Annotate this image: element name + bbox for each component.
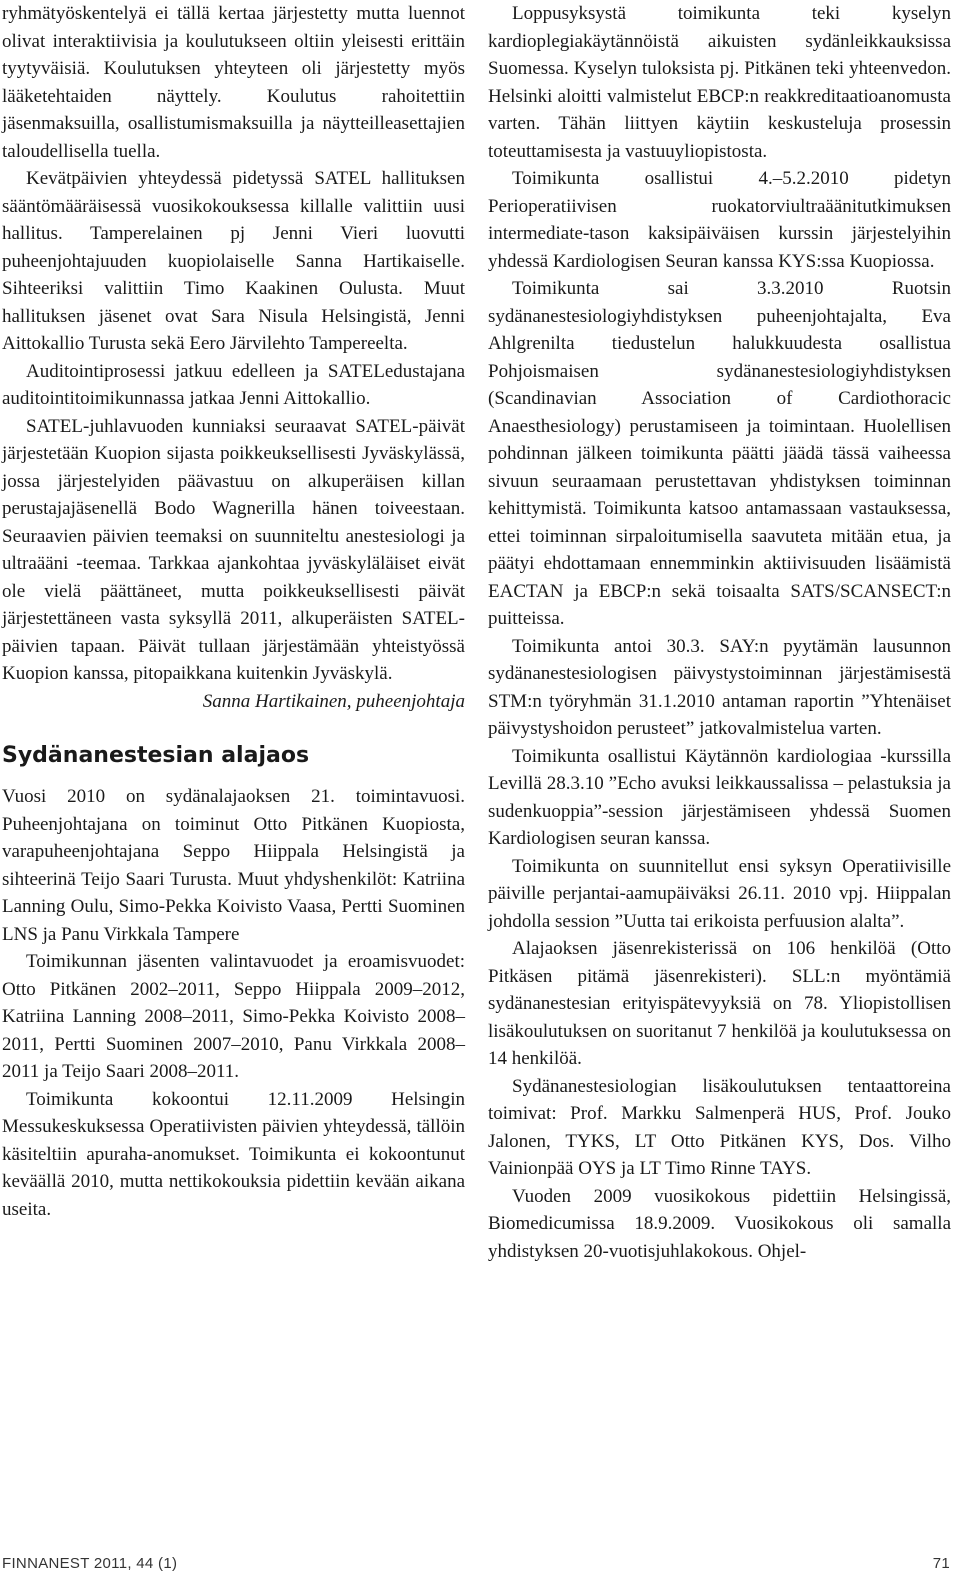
right-paragraph-6: Toimikunta on suunnitellut ensi syksyn Operatiivisille päiville perjantai-aamupäiväksi 26.11. 2010 vpj. Hiippalan johdolla session ”Uutta tai erikoista perfuusion alalta”. xyxy=(488,855,951,932)
right-paragraph-9: Vuoden 2009 vuosikokous pidettiin Helsingissä, Biomedicumissa 18.9.2009. Vuosikokous oli samalla yhdistyksen 20-vuotisjuhlakokous. Ohjel- xyxy=(488,1185,951,1262)
section-paragraph-3: Toimikunta kokoontui 12.11.2009 Helsingin Messukeskuksessa Operatiivisten päivien yhteydessä, tällöin käsiteltiin apuraha-anomukset. Toimikunta ei kokoontunut keväällä 2010, mutta nettikokouksia pidettiin kevään aikana useita. xyxy=(2,1088,465,1220)
right-column xyxy=(488,0,951,1265)
right-paragraph-7: Alajaoksen jäsenrekisterissä on 106 henkilöä (Otto Pitkäsen pitämä jäsenrekisteri). SLL:n myöntämiä sydänanestesian erityispätevyyksiä on 78. Yliopistollisen lisäkoulutuksen on suoritanut 7 henkilöä ja koulutuksessa on 14 henkilöä. xyxy=(488,938,951,1069)
left-paragraph-1: ryhmätyöskentelyä ei tällä kertaa järjestetty mutta luennot olivat interaktiivisia ja koulutukseen oltiin yleisesti erittäin tyytyväisiä. Koulutuksen yhteyteen oli järjestetty myös lääketehtaiden näyttely. Koulutus rahoitettiin jäsenmaksuilla, osallistumismaksuilla ja näytteilleasettajien taloudellisella tuella. xyxy=(2,3,465,162)
left-paragraph-3: Auditointiprosessi jatkuu edelleen ja SATELedustajana auditointitoimikunnassa jatkaa Jenni Aittokallio. xyxy=(2,360,465,409)
right-paragraph-8: Sydänanestesiologian lisäkoulutuksen tentaattoreina toimivat: Prof. Markku Salmenperä HUS, Prof. Jouko Jalonen, TYKS, LT Otto Pitkänen KYS, Dos. Vilho Vainionpää OYS ja LT Timo Rinne TAYS. xyxy=(488,1075,951,1179)
signature: Sanna Hartikainen, puheenjohtaja xyxy=(202,690,465,712)
left-paragraph-2: Kevätpäivien yhteydessä pidetyssä SATEL hallituksen sääntömääräisessä vuosikokouksessa killalle valittiin uusi hallitus. Tamperelainen pj Jenni Vieri luovutti puheenjohtajuuden kuopiolaiselle Sanna Hartikaiselle. Sihteeriksi valittiin Timo Kaakinen Oulusta. Muut hallituksen jäsenet ovat Sara Nisula Helsingistä, Jenni Aittokallio Turusta sekä Eero Järvilehto Tampereelta. xyxy=(2,168,465,354)
section-paragraph-1: Vuosi 2010 on sydänalajaoksen 21. toimintavuosi. Puheenjohtajana on toiminut Otto Pitkänen Kuopiosta, varapuheenjohtajana Seppo Hiippala Helsingistä ja sihteerinä Teijo Saari Turusta. Muut yhdyshenkilöt: Katriina Lanning Oulu, Simo-Pekka Koivisto Vaasa, Pertti Suominen LNS ja Panu Virkkala Tampere xyxy=(2,786,465,945)
section-heading: Sydänanestesian alajaos xyxy=(2,743,310,768)
right-paragraph-4: Toimikunta antoi 30.3. SAY:n pyytämän lausunnon sydänanestesiologisen päivystystoiminnan järjestämisestä STM:n työryhmän 31.1.2010 antaman raportin ”Yhtenäiset päivystyshoidon perusteet” jatkovalmistelua varten. xyxy=(488,635,951,739)
section-paragraph-2: Toimikunnan jäsenten valintavuodet ja eroamisvuodet: Otto Pitkänen 2002–2011, Seppo Hiippala 2009–2012, Katriina Lanning 2008–2011, Simo-Pekka Koivisto 2008–2011, Pertti Suominen 2007–2010, Panu Virkkala 2008–2011 ja Teijo Saari 2008–2011. xyxy=(2,951,465,1082)
right-paragraph-2: Toimikunta osallistui 4.–5.2.2010 pidetyn Perioperatiivisen ruokatorviultraäänitutkimuksen intermediate-tason kaksipäiväisen kurssin järjestelyihin yhdessä Kardiologisen Seuran kanssa KYS:ssa Kuopiossa. xyxy=(488,168,951,272)
right-paragraph-3: Toimikunta sai 3.3.2010 Ruotsin sydänanestesiologiyhdistyksen puheenjohtajalta, Eva Ahlgrenilta tiedustelun halukkuudesta osallistua Pohjoismaisen sydänanestesiologiyhdistyksen (Scandinavian Association of Cardiothoracic Anaesthesiology) perustamiseen ja toimintaan. Huolellisen pohdinnan jälkeen toimikunta päätti jäädä tässä vaiheessa sivuun seuraamaan perustettavan yhdistyksen toiminnan kehittymistä. Toimikunta katsoo antamassaan vastauksessa, ettei toiminnan sirpaloitumisella saavuteta mitään etua, ja päätyi ehdottamaan ennemminkin aktiivisuuden lisäämistä EACTAN ja EBCP:n sekä toisaalta SATS/SCANSECT:n puitteissa. xyxy=(488,278,951,629)
left-paragraph-4: SATEL-juhlavuoden kunniaksi seuraavat SATEL-päivät järjestetään Kuopion sijasta poikkeuksellisesti Jyväskylässä, jossa järjestelyiden päävastuu on alkuperäisen killan perustajajäsenellä Bodo Wagnerilla hänen toiveestaan. Seuraavien päivien teemaksi on suunniteltu anestesiologi ja ultraääni -teemaa. Tarkkaa ajankohtaa jyväskyläläiset eivät ole vielä päättäneet, mutta poikkeuksellisesti päivät järjestettäneen vasta syksyllä 2011, alkuperäisten SATEL-päivien tapaan. Päivät tullaan järjestämään yhteistyössä Kuopion kanssa, pitopaikkana kuitenkin Jyväskylä. xyxy=(2,415,465,684)
left-column xyxy=(2,0,465,1223)
page-number: 71 xyxy=(932,1555,950,1572)
right-paragraph-5: Toimikunta osallistui Käytännön kardiologiaa -kurssilla Levillä 28.3.10 ”Echo avuksi leikkaussalissa – pelastuksia ja sudenkuoppia”-session järjestämiseen yhdessä Suomen Kardiologisen seuran kanssa. xyxy=(488,745,951,849)
journal-footer: FINNANEST 2011, 44 (1) xyxy=(2,1555,178,1572)
right-paragraph-1: Loppusyksystä toimikunta teki kyselyn kardioplegiakäytännöistä aikuisten sydänleikkauksissa Suomessa. Kyselyn tuloksista pj. Pitkänen teki yhteenvedon. Helsinki aloitti valmistelut EBCP:n reakkreditaatioanomusta varten. Tähän liittyen käytiin keskusteluja prosessin toteuttamisesta ja vastuuyliopistosta. xyxy=(488,3,951,162)
